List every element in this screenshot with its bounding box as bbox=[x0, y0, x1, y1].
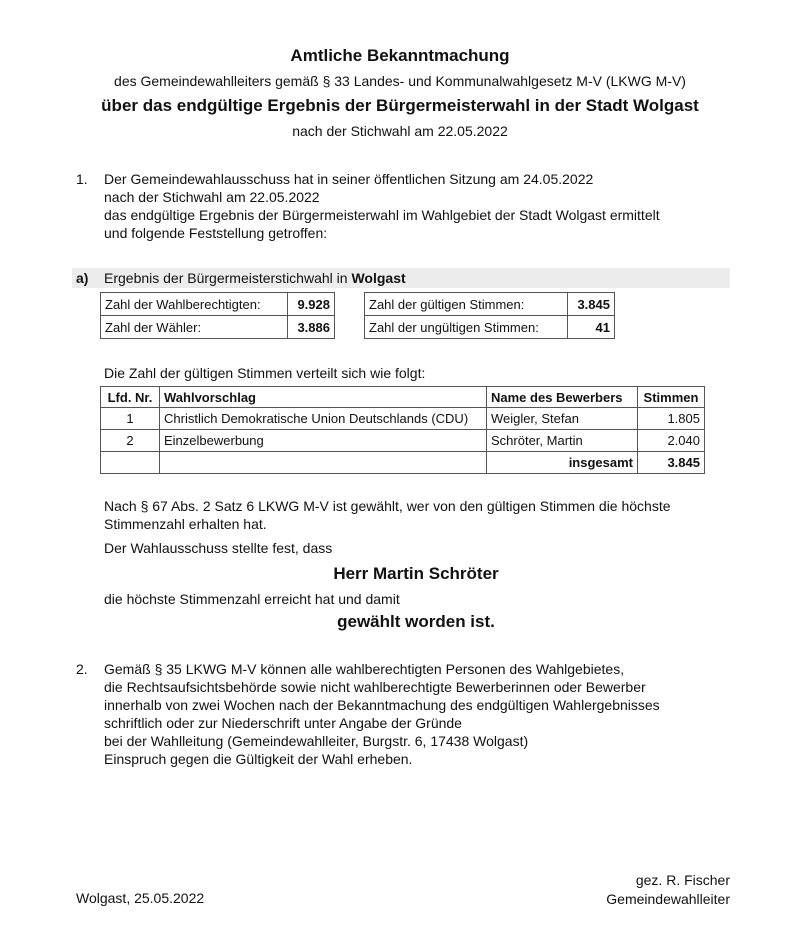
law-text-line: Nach § 67 Abs. 2 Satz 6 LKWG M-V ist gewählt, wer von den gültigen Stimmen die höchste bbox=[104, 498, 671, 514]
stats-table-right bbox=[364, 292, 615, 339]
column-header: Stimmen bbox=[638, 387, 705, 408]
stat-label: Zahl der gültigen Stimmen: bbox=[365, 293, 568, 316]
section1-line: nach der Stichwahl am 22.05.2022 bbox=[104, 189, 320, 205]
stats-table-left bbox=[100, 292, 335, 339]
section2-text bbox=[104, 660, 660, 768]
table-cell: 1 bbox=[101, 408, 160, 430]
section2-line: die Rechtsaufsichtsbehörde sowie nicht wahlberechtigte Bewerberinnen oder Bewerber bbox=[104, 679, 646, 695]
table-cell: Christlich Demokratische Union Deutschlands (CDU) bbox=[160, 408, 487, 430]
section1-text bbox=[104, 170, 660, 242]
table-cell: Einzelbewerbung bbox=[160, 430, 487, 452]
section2-line: Gemäß § 35 LKWG M-V können alle wahlberechtigten Personen des Wahlgebietes, bbox=[104, 661, 625, 677]
results-table bbox=[100, 386, 705, 474]
section2-line: Einspruch gegen die Gültigkeit der Wahl erheben. bbox=[104, 751, 413, 767]
section-a-heading bbox=[104, 270, 406, 286]
stat-value: 41 bbox=[568, 316, 615, 339]
law-text bbox=[104, 497, 671, 533]
column-header: Name des Bewerbers bbox=[487, 387, 638, 408]
elected-text: gewählt worden ist. bbox=[337, 612, 495, 631]
committee-text: Der Wahlausschuss stellte fest, dass bbox=[104, 540, 333, 556]
section2-number: 2. bbox=[76, 661, 88, 677]
section-a-heading-text: Ergebnis der Bürgermeisterstichwahl in bbox=[104, 270, 352, 286]
section1-line: Der Gemeindewahlausschuss hat in seiner öffentlichen Sitzung am 24.05.2022 bbox=[104, 171, 594, 187]
page-heading: über das endgültige Ergebnis der Bürgermeisterwahl in der Stadt Wolgast bbox=[101, 96, 699, 115]
section2-line: innerhalb von zwei Wochen nach der Bekanntmachung des endgültigen Wahlergebnisses bbox=[104, 697, 660, 713]
table-row bbox=[101, 430, 705, 452]
table-row bbox=[101, 316, 335, 339]
page-date-line: nach der Stichwahl am 22.05.2022 bbox=[292, 123, 508, 139]
table-row bbox=[365, 316, 615, 339]
winner-name: Herr Martin Schröter bbox=[333, 564, 499, 583]
section1-line: und folgende Feststellung getroffen: bbox=[104, 225, 328, 241]
table-row bbox=[101, 408, 705, 430]
column-header: Lfd. Nr. bbox=[101, 387, 160, 408]
section-a-place: Wolgast bbox=[351, 270, 406, 286]
section-a-label: a) bbox=[76, 270, 89, 286]
table-cell bbox=[101, 452, 160, 474]
table-row bbox=[365, 293, 615, 316]
total-label: insgesamt bbox=[487, 452, 638, 474]
table-cell: Weigler, Stefan bbox=[487, 408, 638, 430]
table-row bbox=[101, 293, 335, 316]
distribution-intro: Die Zahl der gültigen Stimmen verteilt sich wie folgt: bbox=[104, 365, 426, 381]
stat-label: Zahl der Wahlberechtigten: bbox=[101, 293, 288, 316]
winner-text: die höchste Stimmenzahl erreicht hat und damit bbox=[104, 591, 400, 607]
signer-role: Gemeindewahlleiter bbox=[606, 891, 730, 907]
stat-label: Zahl der Wähler: bbox=[101, 316, 288, 339]
page-subtitle: des Gemeindewahlleiters gemäß § 33 Landes- und Kommunalwahlgesetz M-V (LKWG M-V) bbox=[114, 73, 686, 89]
stat-value: 9.928 bbox=[288, 293, 335, 316]
stat-value: 3.886 bbox=[288, 316, 335, 339]
section2-line: bei der Wahlleitung (Gemeindewahlleiter, Burgstr. 6, 17438 Wolgast) bbox=[104, 733, 529, 749]
stat-label: Zahl der ungültigen Stimmen: bbox=[365, 316, 568, 339]
table-cell bbox=[160, 452, 487, 474]
table-cell: 1.805 bbox=[638, 408, 705, 430]
table-header-row bbox=[101, 387, 705, 408]
total-value: 3.845 bbox=[638, 452, 705, 474]
page-title: Amtliche Bekanntmachung bbox=[290, 46, 510, 65]
signature-block bbox=[606, 871, 730, 909]
section1-number: 1. bbox=[76, 171, 88, 187]
table-cell: 2.040 bbox=[638, 430, 705, 452]
stat-value: 3.845 bbox=[568, 293, 615, 316]
column-header: Wahlvorschlag bbox=[160, 387, 487, 408]
section1-line: das endgültige Ergebnis der Bürgermeisterwahl im Wahlgebiet der Stadt Wolgast ermittelt bbox=[104, 207, 660, 223]
table-cell: Schröter, Martin bbox=[487, 430, 638, 452]
signed-by: gez. R. Fischer bbox=[635, 872, 730, 888]
section2-line: schriftlich oder zur Niederschrift unter Angabe der Gründe bbox=[104, 715, 462, 731]
table-cell: 2 bbox=[101, 430, 160, 452]
law-text-line: Stimmenzahl erhalten hat. bbox=[104, 516, 267, 532]
place-date: Wolgast, 25.05.2022 bbox=[76, 890, 205, 906]
table-total-row bbox=[101, 452, 705, 474]
